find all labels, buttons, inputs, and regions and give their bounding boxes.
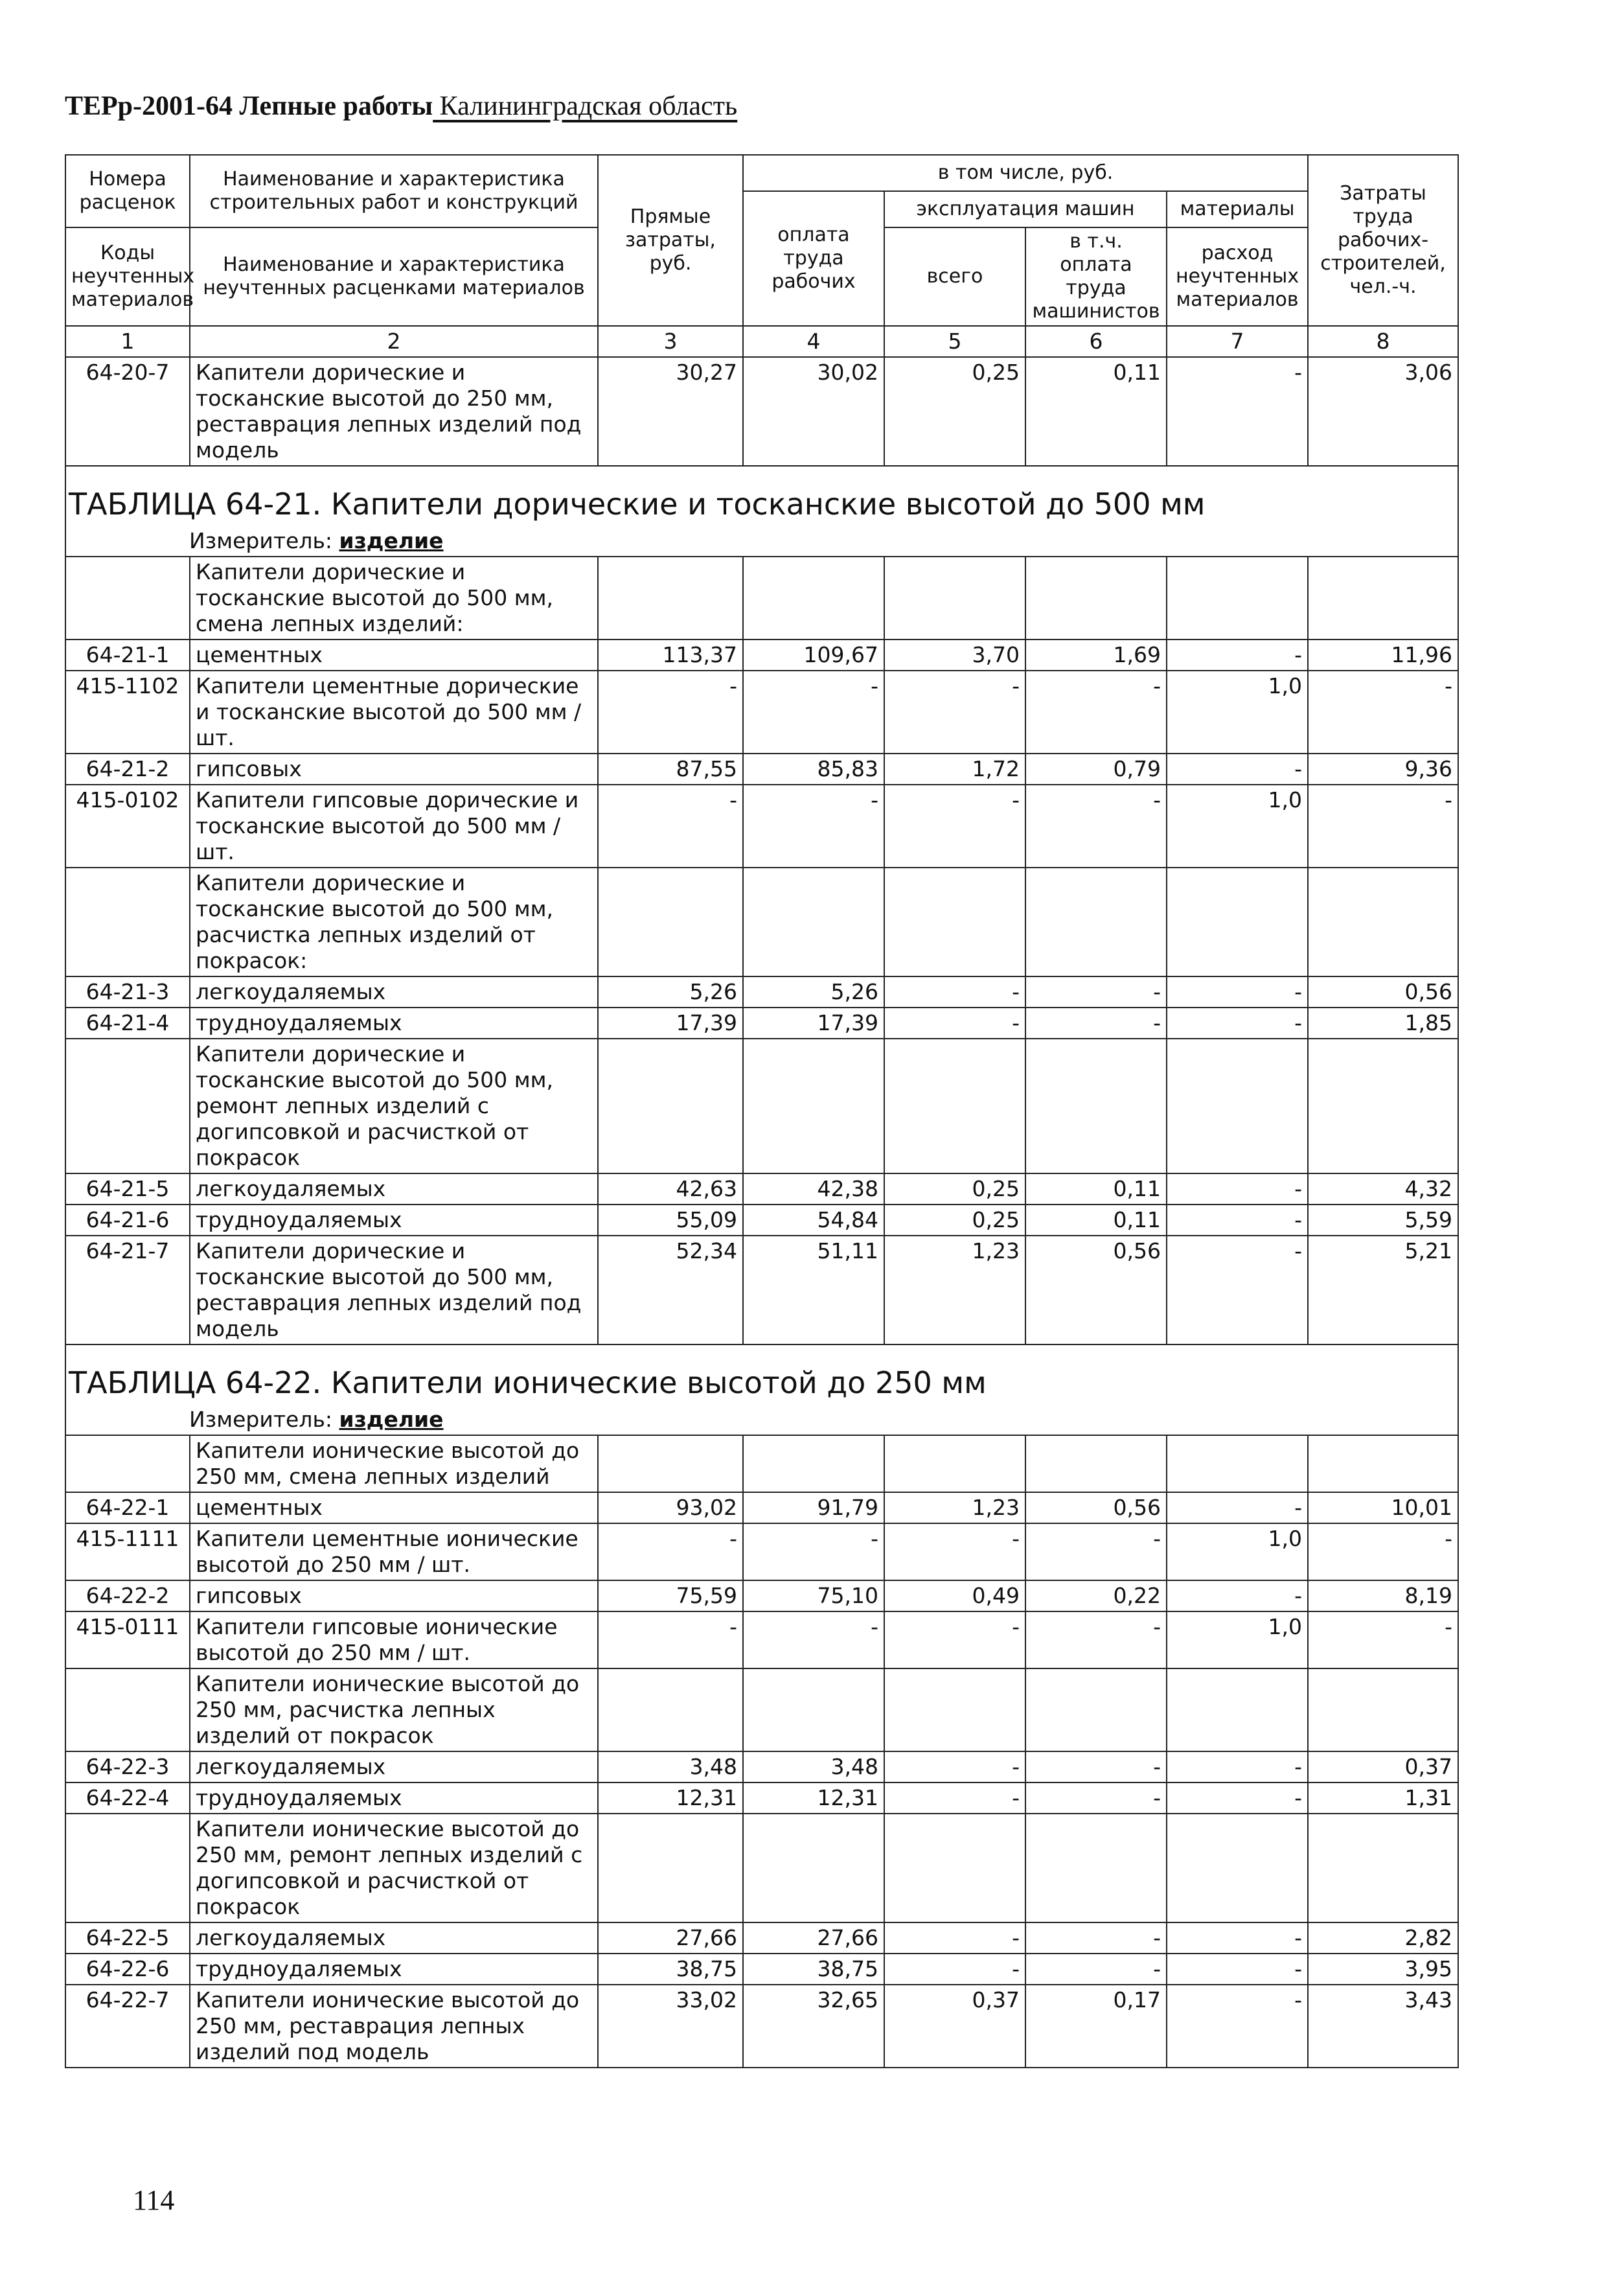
value-cell: - (884, 1954, 1025, 1985)
table-row (65, 754, 1458, 785)
value-cell: - (1025, 1751, 1167, 1782)
value-cell: - (884, 1782, 1025, 1814)
value-cell: - (884, 976, 1025, 1008)
value-cell: 91,79 (743, 1492, 884, 1523)
table-row (65, 1523, 1458, 1580)
value-cell: - (743, 1523, 884, 1580)
code-cell (65, 1668, 190, 1751)
value-cell (743, 1435, 884, 1492)
value-cell: - (884, 671, 1025, 754)
group-heading-row (65, 1668, 1458, 1751)
rate-code: 64-22-6 (65, 1954, 190, 1985)
value-cell (1025, 1435, 1167, 1492)
value-cell: 33,02 (598, 1985, 743, 2068)
value-cell: - (1167, 1205, 1308, 1236)
value-cell: 8,19 (1308, 1580, 1458, 1611)
value-cell: 0,56 (1025, 1492, 1167, 1523)
value-cell: - (1167, 1922, 1308, 1954)
value-cell (884, 1668, 1025, 1751)
value-cell: - (1025, 671, 1167, 754)
table-row (65, 1008, 1458, 1039)
value-cell: 1,0 (1167, 785, 1308, 868)
value-cell: - (884, 1922, 1025, 1954)
value-cell: 93,02 (598, 1492, 743, 1523)
value-cell: 3,43 (1308, 1985, 1458, 2068)
value-cell (1167, 1668, 1308, 1751)
rate-code: 64-21-4 (65, 1008, 190, 1039)
column-number: 6 (1025, 326, 1167, 357)
table-row (65, 1922, 1458, 1954)
item-name: легкоудаляемых (190, 976, 598, 1008)
value-cell (598, 1814, 743, 1922)
measure-label: Измеритель: (189, 528, 339, 553)
col-work-name-header: Наименование и характеристика строительных работ и конструкций (190, 155, 598, 227)
value-cell (1308, 557, 1458, 640)
value-cell: 1,69 (1025, 640, 1167, 671)
item-name: трудноудаляемых (190, 1008, 598, 1039)
value-cell: 12,31 (598, 1782, 743, 1814)
item-name: цементных (190, 640, 598, 671)
rate-code: 415-0102 (65, 785, 190, 868)
value-cell: - (598, 1523, 743, 1580)
col-wages-header: оплата труда рабочих (743, 191, 884, 326)
value-cell: 1,72 (884, 754, 1025, 785)
measure-label: Измеритель: (189, 1407, 339, 1432)
item-name: гипсовых (190, 754, 598, 785)
column-number: 4 (743, 326, 884, 357)
group-heading-row (65, 557, 1458, 640)
table-row (65, 640, 1458, 671)
value-cell (884, 1814, 1025, 1922)
value-cell: - (1025, 1611, 1167, 1668)
measure-unit: изделие (339, 528, 444, 553)
table-title-row (65, 1344, 1458, 1405)
value-cell (1167, 1814, 1308, 1922)
value-cell (598, 1039, 743, 1173)
value-cell: 0,25 (884, 1205, 1025, 1236)
rate-code: 64-21-3 (65, 976, 190, 1008)
value-cell: 17,39 (743, 1008, 884, 1039)
rate-code: 64-22-3 (65, 1751, 190, 1782)
measure-row (65, 526, 1458, 557)
value-cell: 30,27 (598, 357, 743, 466)
table-row (65, 1611, 1458, 1668)
col-labor-hours-header: Затраты труда рабочих-строителей, чел.-ч. (1308, 155, 1458, 326)
col-direct-costs-header: Прямые затраты, руб. (598, 155, 743, 326)
value-cell: 52,34 (598, 1236, 743, 1344)
value-cell: 0,25 (884, 1173, 1025, 1205)
value-cell: - (1025, 1008, 1167, 1039)
rate-code: 64-21-2 (65, 754, 190, 785)
table-row (65, 1173, 1458, 1205)
item-name: Капители гипсовые дорические и тосканские высотой до 500 мм / шт. (190, 785, 598, 868)
value-cell: - (1025, 1922, 1167, 1954)
value-cell: - (1167, 1008, 1308, 1039)
value-cell: 1,0 (1167, 1611, 1308, 1668)
table-row (65, 1236, 1458, 1344)
value-cell: - (598, 1611, 743, 1668)
value-cell: - (1167, 754, 1308, 785)
value-cell: 3,48 (598, 1751, 743, 1782)
item-name: трудноудаляемых (190, 1782, 598, 1814)
item-name: Капители ионические высотой до 250 мм, реставрация лепных изделий под модель (190, 1985, 598, 2068)
table-row (65, 1492, 1458, 1523)
page-header (65, 91, 737, 122)
value-cell: 113,37 (598, 640, 743, 671)
value-cell (598, 868, 743, 976)
column-number: 7 (1167, 326, 1308, 357)
table-row (65, 357, 1458, 466)
value-cell: 5,26 (598, 976, 743, 1008)
group-heading-row (65, 868, 1458, 976)
value-cell: 17,39 (598, 1008, 743, 1039)
value-cell (1167, 1435, 1308, 1492)
table-header (65, 155, 1458, 357)
table-body (65, 357, 1458, 2068)
value-cell: - (1308, 785, 1458, 868)
value-cell: - (1167, 1492, 1308, 1523)
value-cell (743, 1814, 884, 1922)
table-row (65, 1782, 1458, 1814)
col-material-usage-header: расход неучтенных материалов (1167, 227, 1308, 326)
page-number: 114 (133, 2184, 175, 2216)
item-name: легкоудаляемых (190, 1922, 598, 1954)
table-row (65, 1954, 1458, 1985)
value-cell: 0,49 (884, 1580, 1025, 1611)
table-title: ТАБЛИЦА 64-22. Капители ионические высотой до 250 мм (65, 1344, 1458, 1405)
value-cell: - (1167, 640, 1308, 671)
value-cell: - (1025, 976, 1167, 1008)
value-cell (598, 1668, 743, 1751)
table-title-row (65, 466, 1458, 526)
item-name: Капители цементные дорические и тосканские высотой до 500 мм / шт. (190, 671, 598, 754)
value-cell: 5,26 (743, 976, 884, 1008)
header-title: ТЕРр-2001-64 Лепные работы (65, 91, 433, 121)
code-cell (65, 1039, 190, 1173)
code-cell (65, 1814, 190, 1922)
value-cell (598, 1435, 743, 1492)
value-cell (1167, 557, 1308, 640)
value-cell: 9,36 (1308, 754, 1458, 785)
value-cell: - (884, 1751, 1025, 1782)
value-cell: - (1025, 785, 1167, 868)
code-cell (65, 868, 190, 976)
header-region: Калининградская область (433, 91, 738, 121)
value-cell (884, 557, 1025, 640)
column-numbers-row (65, 326, 1458, 357)
item-name: легкоудаляемых (190, 1173, 598, 1205)
rate-code: 64-22-5 (65, 1922, 190, 1954)
col-material-code-header: Коды неучтенных материалов (65, 227, 190, 326)
rate-code: 64-22-2 (65, 1580, 190, 1611)
column-number: 3 (598, 326, 743, 357)
value-cell: 85,83 (743, 754, 884, 785)
value-cell: 5,21 (1308, 1236, 1458, 1344)
value-cell: - (1167, 1751, 1308, 1782)
value-cell: 27,66 (598, 1922, 743, 1954)
item-name: цементных (190, 1492, 598, 1523)
value-cell (1308, 1039, 1458, 1173)
rate-code: 415-1111 (65, 1523, 190, 1580)
value-cell: - (884, 785, 1025, 868)
value-cell: 0,79 (1025, 754, 1167, 785)
value-cell: - (1167, 1580, 1308, 1611)
value-cell (884, 868, 1025, 976)
table-row (65, 785, 1458, 868)
table-title: ТАБЛИЦА 64-21. Капители дорические и тосканские высотой до 500 мм (65, 466, 1458, 526)
value-cell (1025, 1814, 1167, 1922)
value-cell: 0,22 (1025, 1580, 1167, 1611)
value-cell: 12,31 (743, 1782, 884, 1814)
value-cell: 0,25 (884, 357, 1025, 466)
value-cell: 42,63 (598, 1173, 743, 1205)
value-cell: 0,11 (1025, 1173, 1167, 1205)
col-machines-total-header: всего (884, 227, 1025, 326)
value-cell (1167, 1039, 1308, 1173)
value-cell: 3,06 (1308, 357, 1458, 466)
value-cell: 27,66 (743, 1922, 884, 1954)
value-cell (1167, 868, 1308, 976)
value-cell: 4,32 (1308, 1173, 1458, 1205)
value-cell: 32,65 (743, 1985, 884, 2068)
value-cell (1025, 1668, 1167, 1751)
rate-code: 64-21-6 (65, 1205, 190, 1236)
value-cell: 0,11 (1025, 1205, 1167, 1236)
rate-code: 64-22-4 (65, 1782, 190, 1814)
value-cell: 0,56 (1025, 1236, 1167, 1344)
value-cell: 11,96 (1308, 640, 1458, 671)
machines-header: эксплуатация машин (884, 191, 1167, 227)
value-cell: 5,59 (1308, 1205, 1458, 1236)
value-cell: - (1308, 671, 1458, 754)
table-row (65, 1751, 1458, 1782)
rate-code: 64-20-7 (65, 357, 190, 466)
value-cell: 51,11 (743, 1236, 884, 1344)
item-name: гипсовых (190, 1580, 598, 1611)
value-cell (1025, 868, 1167, 976)
rate-code: 64-22-7 (65, 1985, 190, 2068)
value-cell: 1,0 (1167, 671, 1308, 754)
col-rate-number-header: Номера расценок (65, 155, 190, 227)
code-cell (65, 1435, 190, 1492)
value-cell: - (884, 1008, 1025, 1039)
value-cell (1025, 557, 1167, 640)
table-row (65, 1205, 1458, 1236)
value-cell: - (598, 671, 743, 754)
value-cell: - (743, 671, 884, 754)
value-cell: - (1308, 1611, 1458, 1668)
value-cell: 3,48 (743, 1751, 884, 1782)
value-cell: - (1025, 1782, 1167, 1814)
value-cell (743, 1039, 884, 1173)
column-number: 1 (65, 326, 190, 357)
value-cell: - (1167, 1954, 1308, 1985)
col-material-name-header: Наименование и характеристика неучтенных расценками материалов (190, 227, 598, 326)
column-number: 5 (884, 326, 1025, 357)
value-cell (884, 1435, 1025, 1492)
table-row (65, 1985, 1458, 2068)
value-cell: 0,56 (1308, 976, 1458, 1008)
value-cell (1308, 1814, 1458, 1922)
value-cell: 75,59 (598, 1580, 743, 1611)
value-cell: - (598, 785, 743, 868)
rate-code: 64-22-1 (65, 1492, 190, 1523)
value-cell: - (1167, 1782, 1308, 1814)
value-cell: - (743, 1611, 884, 1668)
value-cell: - (884, 1611, 1025, 1668)
group-heading-row (65, 1039, 1458, 1173)
materials-header: материалы (1167, 191, 1308, 227)
value-cell: 75,10 (743, 1580, 884, 1611)
value-cell: 0,17 (1025, 1985, 1167, 2068)
value-cell: 54,84 (743, 1205, 884, 1236)
measure-unit-line (65, 1405, 1458, 1435)
value-cell (743, 1668, 884, 1751)
rate-code: 64-21-5 (65, 1173, 190, 1205)
value-cell: - (1025, 1954, 1167, 1985)
value-cell: 0,37 (884, 1985, 1025, 2068)
value-cell: 1,31 (1308, 1782, 1458, 1814)
item-name: трудноудаляемых (190, 1954, 598, 1985)
value-cell: - (1167, 976, 1308, 1008)
value-cell: 87,55 (598, 754, 743, 785)
incl-header: в том числе, руб. (743, 155, 1308, 191)
value-cell (1025, 1039, 1167, 1173)
group-heading: Капители дорические и тосканские высотой до 500 мм, расчистка лепных изделий от покрасок: (190, 868, 598, 976)
value-cell: - (1308, 1523, 1458, 1580)
group-heading: Капители дорические и тосканские высотой до 500 мм, ремонт лепных изделий с догипсовкой и расчисткой от покрасок (190, 1039, 598, 1173)
value-cell: 3,70 (884, 640, 1025, 671)
group-heading: Капители дорические и тосканские высотой до 500 мм, смена лепных изделий: (190, 557, 598, 640)
value-cell: 10,01 (1308, 1492, 1458, 1523)
value-cell: 109,67 (743, 640, 884, 671)
value-cell (1308, 1668, 1458, 1751)
value-cell (1308, 868, 1458, 976)
value-cell: - (743, 785, 884, 868)
column-number: 8 (1308, 326, 1458, 357)
table-row (65, 671, 1458, 754)
value-cell: - (1167, 357, 1308, 466)
value-cell: 3,95 (1308, 1954, 1458, 1985)
value-cell: - (1025, 1523, 1167, 1580)
item-name: трудноудаляемых (190, 1205, 598, 1236)
rate-code: 64-21-1 (65, 640, 190, 671)
group-heading-row (65, 1435, 1458, 1492)
rate-code: 415-1102 (65, 671, 190, 754)
value-cell (743, 557, 884, 640)
value-cell: 0,11 (1025, 357, 1167, 466)
value-cell: - (1167, 1173, 1308, 1205)
rate-code: 415-0111 (65, 1611, 190, 1668)
item-name: легкоудаляемых (190, 1751, 598, 1782)
value-cell (1308, 1435, 1458, 1492)
group-heading-row (65, 1814, 1458, 1922)
value-cell: 42,38 (743, 1173, 884, 1205)
value-cell: 30,02 (743, 357, 884, 466)
column-number: 2 (190, 326, 598, 357)
value-cell: 2,82 (1308, 1922, 1458, 1954)
group-heading: Капители ионические высотой до 250 мм, расчистка лепных изделий от покрасок (190, 1668, 598, 1751)
value-cell (598, 557, 743, 640)
value-cell: - (1167, 1236, 1308, 1344)
table-row (65, 976, 1458, 1008)
item-name: Капители дорические и тосканские высотой до 500 мм, реставрация лепных изделий под модель (190, 1236, 598, 1344)
group-heading: Капители ионические высотой до 250 мм, ремонт лепных изделий с догипсовкой и расчисткой от покрасок (190, 1814, 598, 1922)
table-row (65, 1580, 1458, 1611)
value-cell: 1,0 (1167, 1523, 1308, 1580)
value-cell: 55,09 (598, 1205, 743, 1236)
value-cell: 0,37 (1308, 1751, 1458, 1782)
rate-code: 64-21-7 (65, 1236, 190, 1344)
value-cell (884, 1039, 1025, 1173)
measure-row (65, 1405, 1458, 1435)
value-cell: - (1167, 1985, 1308, 2068)
value-cell: - (884, 1523, 1025, 1580)
code-cell (65, 557, 190, 640)
col-operator-wages-header: в т.ч. оплата труда машинистов (1025, 227, 1167, 326)
value-cell: 38,75 (743, 1954, 884, 1985)
group-heading: Капители ионические высотой до 250 мм, смена лепных изделий (190, 1435, 598, 1492)
measure-unit-line (65, 526, 1458, 557)
item-name: Капители гипсовые ионические высотой до 250 мм / шт. (190, 1611, 598, 1668)
item-name: Капители цементные ионические высотой до 250 мм / шт. (190, 1523, 598, 1580)
value-cell: 1,23 (884, 1236, 1025, 1344)
value-cell (743, 868, 884, 976)
price-table (65, 154, 1459, 2068)
value-cell: 38,75 (598, 1954, 743, 1985)
measure-unit: изделие (339, 1407, 444, 1432)
value-cell: 1,23 (884, 1492, 1025, 1523)
item-name: Капители дорические и тосканские высотой до 250 мм, реставрация лепных изделий под модель (190, 357, 598, 466)
value-cell: 1,85 (1308, 1008, 1458, 1039)
